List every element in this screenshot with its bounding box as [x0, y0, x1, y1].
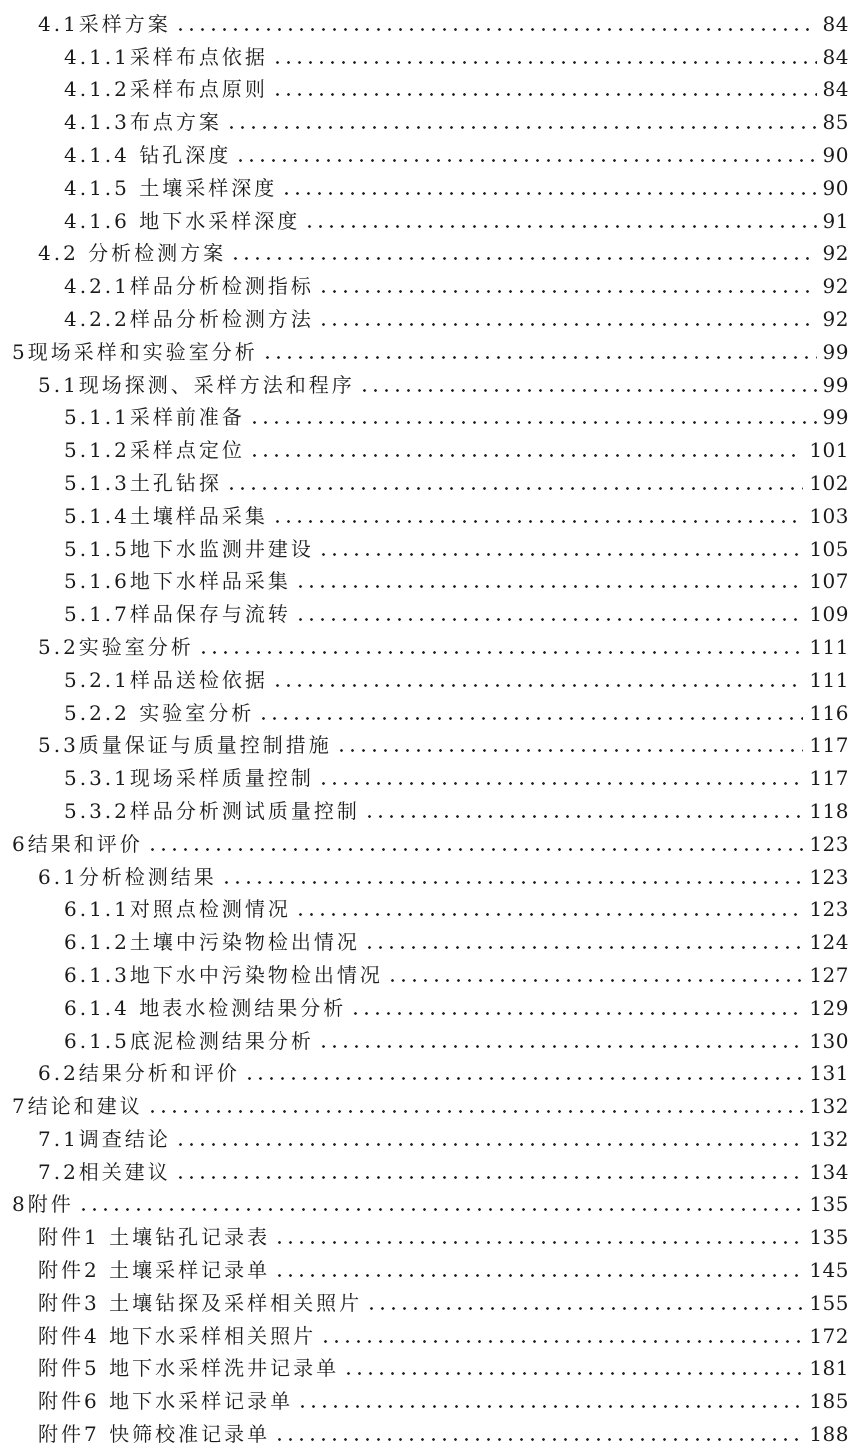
- dot-leader: [147, 1110, 804, 1113]
- dot-leader: [249, 421, 817, 424]
- toc-entry[interactable]: [0, 4, 865, 37]
- toc-entry[interactable]: [0, 266, 865, 299]
- toc-entry-page-number: 107: [809, 569, 849, 594]
- toc-entry-page-number: 99: [822, 339, 849, 364]
- toc-entry-page-number: 181: [809, 1356, 849, 1381]
- toc-entry[interactable]: [0, 365, 865, 398]
- dot-leader: [274, 1274, 803, 1277]
- toc-entry-page-number: 99: [822, 405, 849, 430]
- toc-entry-title: 附件7 快筛校准记录单: [38, 1422, 271, 1447]
- toc-entry-page-number: 101: [809, 438, 849, 463]
- toc-entry[interactable]: [0, 463, 865, 496]
- toc-entry-page-number: 92: [822, 241, 849, 266]
- dot-leader: [226, 126, 817, 129]
- toc-entry[interactable]: [0, 430, 865, 463]
- toc-entry[interactable]: [0, 890, 865, 923]
- toc-entry-title: 5.3.1现场采样质量控制: [64, 766, 314, 791]
- dot-leader: [281, 192, 816, 195]
- toc-entry-title: 附件3 土壤钻探及采样相关照片: [38, 1290, 363, 1315]
- toc-entry-title: 6.1分析检测结果: [38, 864, 217, 889]
- toc-entry[interactable]: [0, 1086, 865, 1119]
- toc-entry-title: 5.1.6地下水样品采集: [64, 569, 291, 594]
- dot-leader: [235, 159, 816, 162]
- dot-leader: [175, 28, 817, 31]
- dot-leader: [295, 585, 803, 588]
- dot-leader: [318, 290, 817, 293]
- toc-entry-title: 5.1.7样品保存与流转: [64, 602, 291, 627]
- toc-entry-title: 6.1.2土壤中污染物检出情况: [64, 930, 360, 955]
- dot-leader: [343, 1372, 803, 1375]
- dot-leader: [244, 1077, 804, 1080]
- toc-entry-page-number: 118: [809, 798, 849, 823]
- toc-entry[interactable]: [0, 1349, 865, 1382]
- toc-entry-title: 6.1.1对照点检测情况: [64, 897, 291, 922]
- toc-entry-title: 附件1 土壤钻孔记录表: [38, 1225, 271, 1250]
- toc-entry[interactable]: [0, 660, 865, 693]
- dot-leader: [249, 454, 803, 457]
- toc-entry-page-number: 127: [809, 962, 849, 987]
- toc-entry-page-number: 134: [809, 1159, 849, 1184]
- toc-entry-title: 4.1.1采样布点依据: [64, 44, 268, 69]
- toc-entry-title: 5.1.1采样前准备: [64, 405, 245, 430]
- toc-entry-title: 5现场采样和实验室分析: [12, 339, 258, 364]
- toc-entry-page-number: 123: [809, 897, 849, 922]
- toc-entry[interactable]: [0, 1217, 865, 1250]
- dot-leader: [226, 487, 803, 490]
- toc-entry[interactable]: [0, 135, 865, 168]
- dot-leader: [366, 1307, 803, 1310]
- toc-entry[interactable]: [0, 1316, 865, 1349]
- dot-leader: [364, 815, 803, 818]
- dot-leader: [304, 225, 816, 228]
- toc-entry-title: 8附件: [12, 1192, 74, 1217]
- dot-leader: [274, 1438, 803, 1441]
- toc-entry[interactable]: [0, 988, 865, 1021]
- toc-entry-title: 5.1.4土壤样品采集: [64, 503, 268, 528]
- toc-entry[interactable]: [0, 857, 865, 890]
- toc-entry-title: 4.1.5 土壤采样深度: [64, 175, 278, 200]
- dot-leader: [78, 1208, 804, 1211]
- toc-entry-page-number: 132: [809, 1126, 849, 1151]
- toc-entry-title: 4.2.1样品分析检测指标: [64, 274, 314, 299]
- toc-entry-page-number: 91: [822, 208, 849, 233]
- toc-entry-page-number: 99: [822, 372, 849, 397]
- dot-leader: [175, 1176, 804, 1179]
- toc-entry-title: 附件2 土壤采样记录单: [38, 1258, 271, 1283]
- toc-entry-page-number: 130: [809, 1028, 849, 1053]
- toc-entry-page-number: 111: [809, 634, 849, 659]
- toc-entry-title: 附件6 地下水采样记录单: [38, 1389, 294, 1414]
- toc-entry-title: 4.1采样方案: [38, 11, 171, 36]
- toc-entry[interactable]: [0, 1119, 865, 1152]
- toc-entry[interactable]: [0, 758, 865, 791]
- toc-entry-page-number: 92: [822, 274, 849, 299]
- toc-entry-page-number: 124: [809, 930, 849, 955]
- toc-entry-title: 6.1.5底泥检测结果分析: [64, 1028, 314, 1053]
- dot-leader: [258, 717, 803, 720]
- toc-entry-page-number: 188: [809, 1422, 849, 1447]
- toc-entry-page-number: 185: [809, 1389, 849, 1414]
- toc-entry-title: 4.1.3布点方案: [64, 110, 222, 135]
- toc-entry-page-number: 85: [822, 110, 849, 135]
- dot-leader: [295, 618, 803, 621]
- toc-entry[interactable]: [0, 168, 865, 201]
- dot-leader: [230, 257, 816, 260]
- dot-leader: [272, 684, 803, 687]
- dot-leader: [359, 389, 817, 392]
- toc-entry[interactable]: [0, 627, 865, 660]
- toc-entry-title: 6.2结果分析和评价: [38, 1061, 240, 1086]
- toc-entry-page-number: 123: [809, 864, 849, 889]
- dot-leader: [221, 881, 804, 884]
- dot-leader: [350, 1012, 803, 1015]
- dot-leader: [318, 323, 817, 326]
- toc-entry-page-number: 117: [809, 733, 849, 758]
- toc-entry-title: 5.1.3土孔钻探: [64, 470, 222, 495]
- dot-leader: [147, 848, 804, 851]
- toc-entry-page-number: 84: [822, 44, 849, 69]
- toc-entry[interactable]: [0, 1185, 865, 1218]
- toc-entry[interactable]: [0, 594, 865, 627]
- dot-leader: [272, 93, 817, 96]
- toc-entry[interactable]: [0, 824, 865, 857]
- toc-entry-title: 7结论和建议: [12, 1094, 143, 1119]
- toc-entry[interactable]: [0, 1054, 865, 1087]
- table-of-contents: [0, 4, 865, 1447]
- toc-entry-title: 6结果和评价: [12, 831, 143, 856]
- toc-entry[interactable]: [0, 1021, 865, 1054]
- toc-entry-page-number: 123: [809, 831, 849, 856]
- toc-entry-page-number: 84: [822, 77, 849, 102]
- dot-leader: [364, 946, 803, 949]
- toc-entry-page-number: 103: [809, 503, 849, 528]
- toc-entry[interactable]: [0, 70, 865, 103]
- toc-entry-title: 附件4 地下水采样相关照片: [38, 1323, 317, 1348]
- toc-entry[interactable]: [0, 398, 865, 431]
- toc-entry[interactable]: [0, 1381, 865, 1414]
- toc-entry[interactable]: [0, 496, 865, 529]
- dot-leader: [175, 1143, 804, 1146]
- toc-entry[interactable]: [0, 332, 865, 365]
- toc-entry-page-number: 145: [809, 1258, 849, 1283]
- dot-leader: [336, 749, 804, 752]
- toc-entry-title: 4.2.2样品分析检测方法: [64, 306, 314, 331]
- toc-entry-page-number: 129: [809, 995, 849, 1020]
- toc-entry[interactable]: [0, 922, 865, 955]
- dot-leader: [318, 1045, 803, 1048]
- toc-entry[interactable]: [0, 201, 865, 234]
- toc-entry-title: 5.3质量保证与质量控制措施: [38, 733, 332, 758]
- toc-entry-title: 5.1.5地下水监测井建设: [64, 536, 314, 561]
- dot-leader: [198, 651, 804, 654]
- toc-entry[interactable]: [0, 37, 865, 70]
- toc-entry-title: 7.2相关建议: [38, 1159, 171, 1184]
- toc-entry-page-number: 135: [809, 1225, 849, 1250]
- toc-entry[interactable]: [0, 791, 865, 824]
- dot-leader: [295, 913, 803, 916]
- toc-entry[interactable]: [0, 726, 865, 759]
- toc-entry-page-number: 102: [809, 470, 849, 495]
- toc-entry-page-number: 105: [809, 536, 849, 561]
- toc-entry-page-number: 116: [809, 700, 849, 725]
- toc-entry[interactable]: [0, 102, 865, 135]
- toc-entry-title: 7.1调查结论: [38, 1126, 171, 1151]
- dot-leader: [274, 1241, 803, 1244]
- toc-entry-title: 6.1.3地下水中污染物检出情况: [64, 962, 383, 987]
- dot-leader: [262, 356, 817, 359]
- toc-entry[interactable]: [0, 299, 865, 332]
- toc-entry[interactable]: [0, 1283, 865, 1316]
- toc-entry-page-number: 90: [822, 175, 849, 200]
- toc-entry[interactable]: [0, 234, 865, 267]
- toc-entry-title: 附件5 地下水采样洗井记录单: [38, 1356, 340, 1381]
- dot-leader: [318, 782, 803, 785]
- toc-entry-page-number: 84: [822, 11, 849, 36]
- toc-entry-title: 4.1.4 钻孔深度: [64, 142, 232, 167]
- toc-entry[interactable]: [0, 1152, 865, 1185]
- toc-entry[interactable]: [0, 1250, 865, 1283]
- toc-entry[interactable]: [0, 955, 865, 988]
- dot-leader: [320, 1340, 803, 1343]
- toc-entry-title: 5.3.2样品分析测试质量控制: [64, 798, 360, 823]
- toc-entry-title: 6.1.4 地表水检测结果分析: [64, 995, 347, 1020]
- dot-leader: [297, 1405, 803, 1408]
- toc-entry-title: 5.2.2 实验室分析: [64, 700, 255, 725]
- toc-entry-page-number: 109: [809, 602, 849, 627]
- toc-entry-title: 5.2.1样品送检依据: [64, 667, 268, 692]
- toc-entry[interactable]: [0, 562, 865, 595]
- toc-entry-title: 4.2 分析检测方案: [38, 241, 227, 266]
- toc-entry-page-number: 90: [822, 142, 849, 167]
- toc-entry-page-number: 172: [809, 1323, 849, 1348]
- toc-entry-page-number: 111: [809, 667, 849, 692]
- dot-leader: [387, 979, 803, 982]
- dot-leader: [272, 520, 803, 523]
- toc-entry-page-number: 92: [822, 306, 849, 331]
- toc-entry-page-number: 117: [809, 766, 849, 791]
- toc-entry[interactable]: [0, 1414, 865, 1447]
- toc-entry-page-number: 135: [809, 1192, 849, 1217]
- dot-leader: [272, 61, 817, 64]
- toc-entry[interactable]: [0, 693, 865, 726]
- toc-entry-page-number: 131: [809, 1061, 849, 1086]
- dot-leader: [318, 553, 803, 556]
- toc-entry-title: 5.1.2采样点定位: [64, 438, 245, 463]
- toc-entry-title: 4.1.6 地下水采样深度: [64, 208, 301, 233]
- toc-entry-title: 4.1.2采样布点原则: [64, 77, 268, 102]
- toc-entry-title: 5.2实验室分析: [38, 634, 194, 659]
- toc-entry-page-number: 155: [809, 1290, 849, 1315]
- toc-entry-title: 5.1现场探测、采样方法和程序: [38, 372, 355, 397]
- toc-entry[interactable]: [0, 529, 865, 562]
- toc-entry-page-number: 132: [809, 1094, 849, 1119]
